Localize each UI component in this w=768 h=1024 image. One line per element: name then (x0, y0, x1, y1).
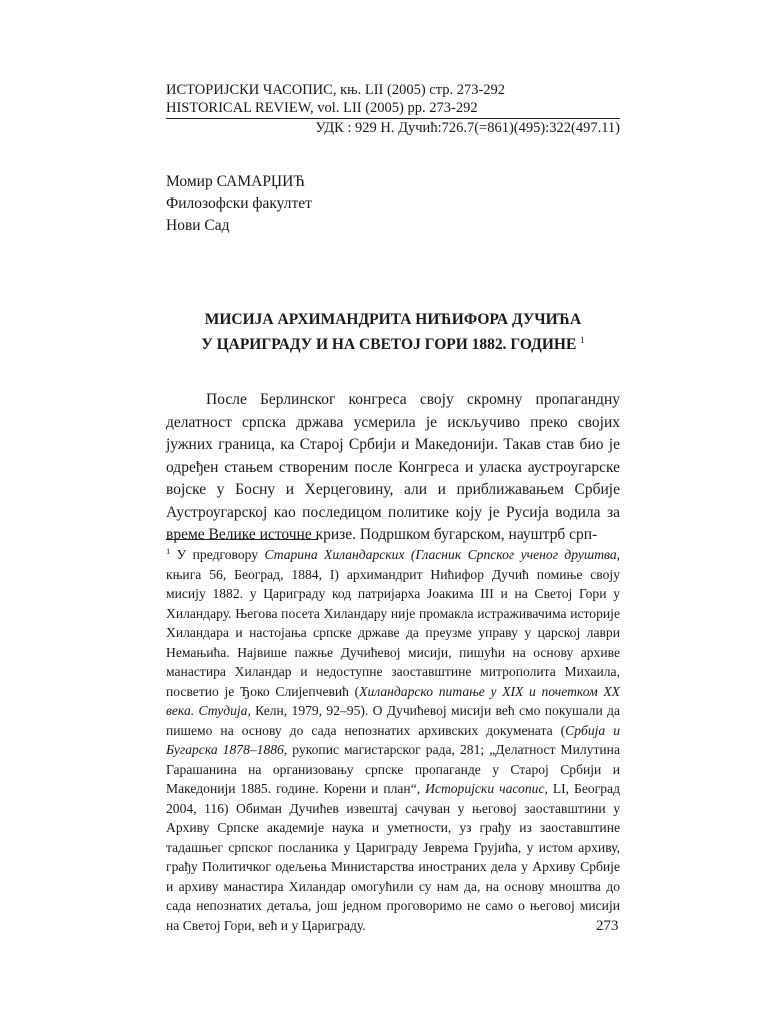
journal-citation-serbian: ИСТОРИЈСКИ ЧАСОПИС, књ. LII (2005) стр. 273-292 (166, 82, 506, 98)
footnote-segment: У предговору (170, 547, 265, 562)
footnote-italic-title: Историјски часопис, (425, 781, 548, 796)
author-name: Момир САМАРЏИЋ (166, 173, 305, 190)
footnote-italic-title: Хиландарско питање у XIX и почетком XX века. Студија (166, 683, 620, 718)
udk-classification: УДК : 929 Н. Дучић:726.7(=861)(495):322(497.11) (315, 120, 620, 136)
footnote-1 (166, 542, 620, 935)
page-number: 273 (596, 918, 619, 934)
title-line-1: МИСИЈА АРХИМАНДРИТА НИЋИФОРА ДУЧИЋА (204, 311, 582, 328)
body-paragraph: После Берлинског конгреса своју скромну пропагандну делатност српска држава усмерила је искључиво преко својих јужних граница, ка Старој Србији и Македонији. Такав став био је одређен стањем створеним после Конгреса и уласка аустроугарске војске у Босну и Херцеговину, али и приближавањем Србије Аустроугарској као последицом политике коју је Русија водила за време Велике источне кризе. Подршком бугарском, науштрб срп- (166, 391, 620, 543)
author-block (166, 171, 312, 237)
footnote-text (166, 542, 620, 935)
author-affiliation: Филозофски факултет (166, 195, 312, 212)
title-line-2-text: У ЦАРИГРАДУ И НА СВЕТОЈ ГОРИ 1882. ГОДИНЕ (201, 336, 577, 353)
title-line-2 (166, 330, 620, 355)
footnote-segment: , рукопис магистарског рада, 281; „Делатност Милутина Гарашанина на организовању српске пропаганде у Старој Србији и Македонији 1885. године. Корени и план“, (166, 742, 620, 796)
footnote-italic-title: Старина Хиландарских (Гласник Српског ученог друштва, (264, 547, 621, 562)
article-title (166, 309, 620, 355)
title-footnote-mark[interactable]: 1 (580, 335, 585, 345)
footnote-italic-title: Србија и Бугарска 1878–1886 (166, 722, 620, 757)
author-city: Нови Сад (166, 217, 230, 234)
footnote-segment: , Келн, 1979, 92–95). О Дучићевој мисији већ смо покушали да пишемо на основу до сада непознатих архивских докумената ( (166, 703, 620, 738)
article-body (166, 389, 620, 547)
footnote-mark: 1 (166, 546, 171, 556)
footnote-segment: књига 56, Београд, 1884, I) архимандрит Нићифор Дучић помиње своју мисију 1882. у Цариграду код патријарха Јоакима III и на Светој Гори у Хиландару. Његова посета Хиландару није промакла истраживачима историје Хиландара и настојања српске државе да преузме управу у царској лаври Немањића. Највише пажње Дучићевој мисији, пишући на основу архиве манастира Хиландар и недоступне заоставштине митрополита Михаила, посветио је Ђоко Слијепчевић ( (166, 566, 620, 699)
footnote-separator (166, 539, 318, 540)
journal-citation-english: HISTORICAL REVIEW, vol. LII (2005) pp. 273-292 (166, 100, 478, 116)
footnote-segment: LI, Београд 2004, 116) Обиман Дучићев извештај сачуван у његовој заоставштини у Архиву Српске академије наука и уметности, уз грађу из заоставштине тадашњег српског посланика у Цариграду Јеврема Грујића, у истом архиву, грађу Политичког одељења Министарства иностраних дела у Архиву Србије и архиву манастира Хиландар омогућили су нам да, на основу мноштва до сада непознатих детаља, још једном проговоримо не само о његовој мисији на Светој Гори, већ и у Цариграду. (166, 781, 620, 933)
journal-header (166, 81, 620, 137)
